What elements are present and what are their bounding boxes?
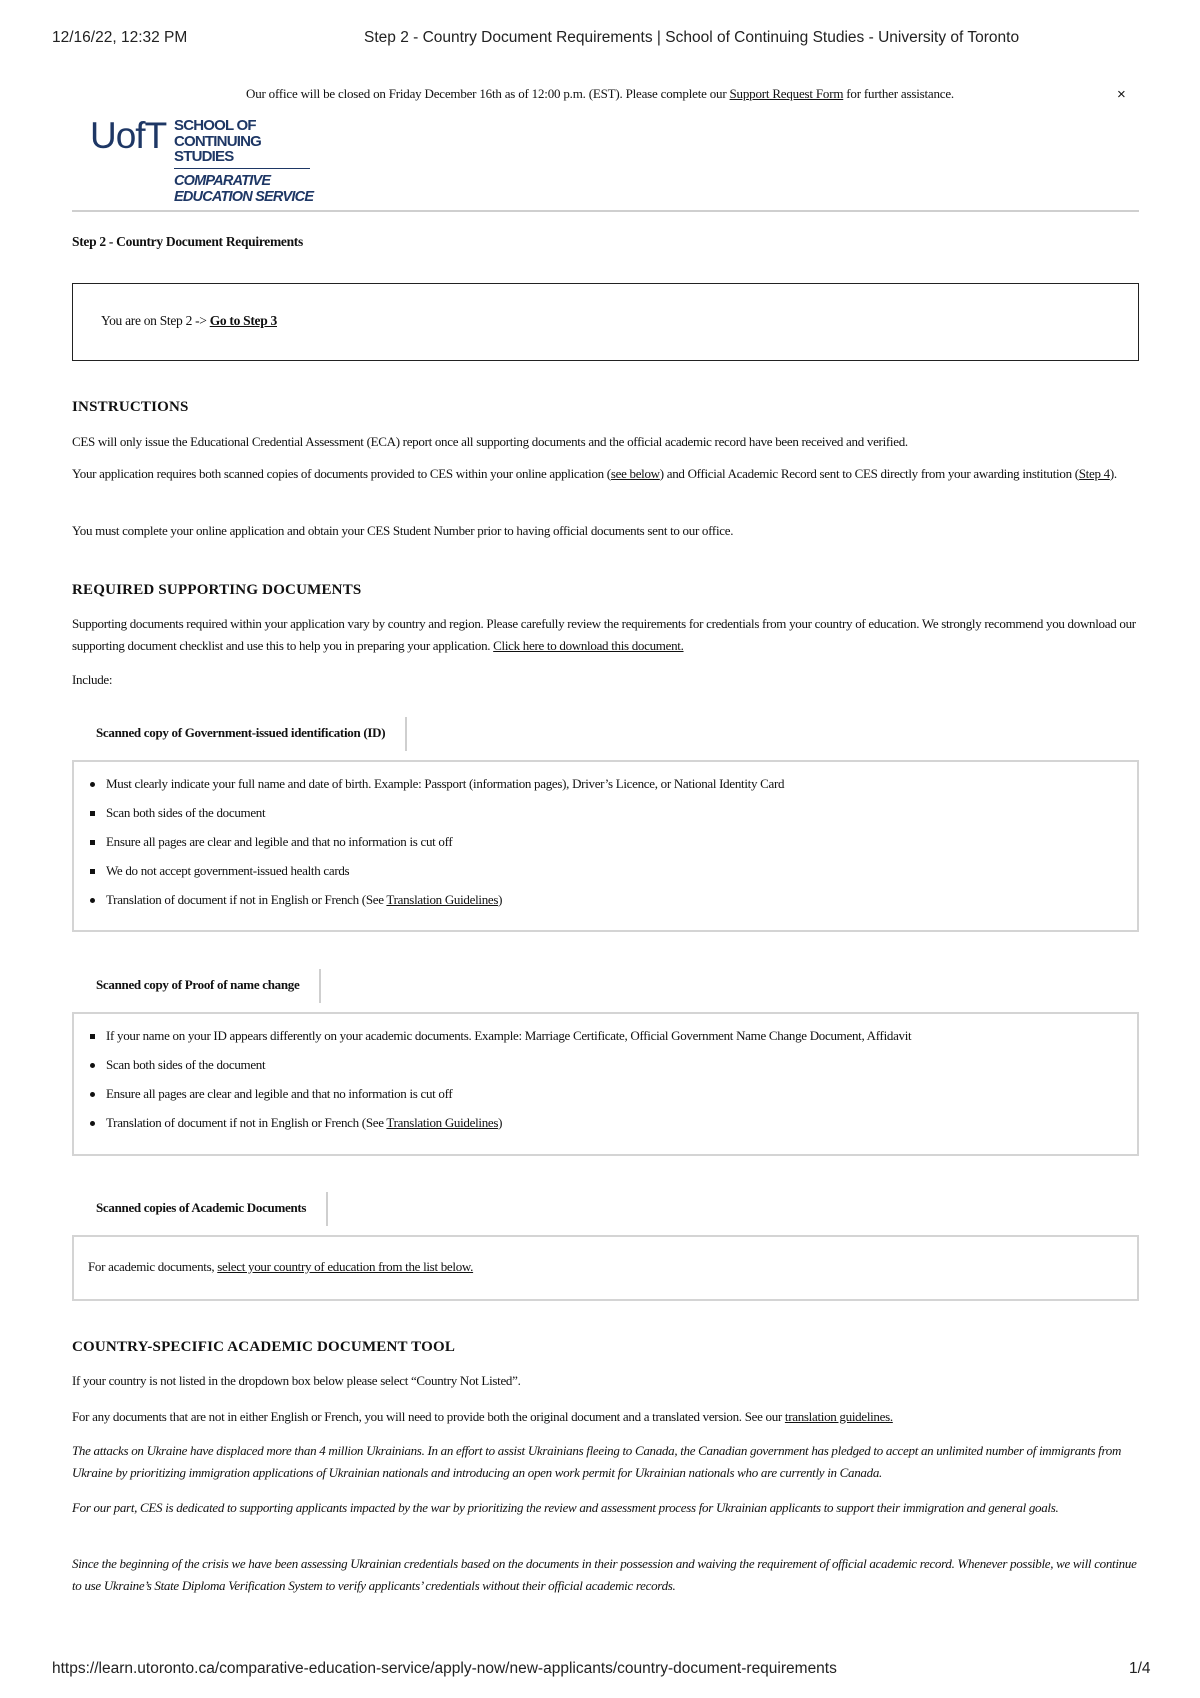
tab-government-id[interactable]: Scanned copy of Government-issued identification (ID) [96, 717, 407, 751]
logo-service-line: COMPARATIVE [174, 173, 271, 189]
list-item: Translation of document if not in English or French (See Translation Guidelines) [84, 892, 1137, 921]
office-closure-notice [0, 86, 1200, 102]
list-item: Scan both sides of the document [84, 805, 1137, 834]
government-id-list [74, 762, 1137, 921]
download-checklist-link[interactable]: Click here to download this document. [493, 637, 684, 653]
print-header [0, 0, 1200, 60]
instructions-p2-text: ). [1109, 466, 1117, 481]
notice-text-after: for further assistance. [843, 86, 954, 101]
logo-service-text [174, 173, 313, 205]
instructions-paragraph-3: You must complete your online application and obtain your CES Student Number prior to having official documents sent to our office. [72, 523, 734, 538]
required-documents-text: Supporting documents required within your application vary by country and region. Please carefully review the requirements for credentials from your country of education. We strongly recommend you download our supporting document checklist and use this to help you in preparing your application. [72, 616, 1136, 653]
go-to-step-3-link[interactable]: Go to Step 3 [209, 313, 277, 328]
government-id-panel [72, 760, 1139, 932]
page-title: Step 2 - Country Document Requirements [72, 234, 303, 249]
page-number: 1/4 [1129, 1660, 1151, 1677]
logo-divider [174, 168, 310, 169]
support-request-form-link[interactable]: Support Request Form [729, 86, 844, 101]
include-label: Include: [72, 672, 113, 687]
logo-service-line: EDUCATION SERVICE [174, 189, 314, 205]
translation-guidelines-link[interactable]: Translation Guidelines [386, 1115, 499, 1130]
uoft-wordmark: UofT [90, 115, 167, 156]
notice-text-before: Our office will be closed on Friday December 16th as of 12:00 p.m. (EST). Please complete our [246, 86, 730, 101]
tab-academic-documents[interactable]: Scanned copies of Academic Documents [96, 1192, 328, 1226]
logo-school-line: CONTINUING [174, 132, 261, 150]
translation-note-text: For any documents that are not in either English or French, you will need to provide both the original document and a translated version. See our [72, 1409, 785, 1424]
ukraine-notice-1: The attacks on Ukraine have displaced more than 4 million Ukrainians. In an effort to assist Ukrainians fleeing to Canada, the Canadian government has pledged to accept an unlimited number of immigrants from Ukraine by prioritizing immigration applications of Ukrainian nationals and introducing an open work permit for Ukrainian nationals who are currently in Canada. [72, 1443, 1122, 1480]
required-documents-heading: REQUIRED SUPPORTING DOCUMENTS [72, 582, 362, 598]
instructions-heading: INSTRUCTIONS [72, 399, 189, 415]
ukraine-notice-2: For our part, CES is dedicated to supporting applicants impacted by the war by prioritizing the review and assessment process for Ukrainian applicants to support their immigration and general goals. [72, 1500, 1059, 1515]
see-below-link[interactable]: see below [610, 466, 660, 481]
list-item: Ensure all pages are clear and legible and that no information is cut off [84, 834, 1137, 863]
step-navigation-box [72, 283, 1139, 361]
logo-school-text [174, 118, 261, 165]
list-item: Scan both sides of the document [84, 1057, 1137, 1086]
translation-guidelines-link[interactable]: translation guidelines. [784, 1409, 893, 1424]
academic-documents-panel [72, 1235, 1139, 1301]
name-change-list [74, 1014, 1137, 1144]
ces-logo[interactable] [90, 115, 330, 210]
country-not-listed-text: If your country is not listed in the dropdown box below please select “Country Not Listed”. [72, 1373, 521, 1388]
step-4-link[interactable]: Step 4 [1078, 466, 1110, 481]
select-country-link[interactable]: select your country of education from the list below. [217, 1259, 474, 1274]
logo-school-line: STUDIES [174, 148, 234, 165]
list-item: Ensure all pages are clear and legible and that no information is cut off [84, 1086, 1137, 1115]
list-item: Must clearly indicate your full name and date of birth. Example: Passport (information pages), Driver’s Licence, or National Identity Card [84, 776, 1137, 805]
academic-documents-text: For academic documents, select your country of education from the list below. [88, 1259, 474, 1274]
header-divider [72, 210, 1139, 212]
instructions-paragraph-2 [72, 463, 1142, 485]
list-item: Translation of document if not in English or French (See Translation Guidelines) [84, 1115, 1137, 1144]
name-change-panel [72, 1012, 1139, 1156]
step-status-text: You are on Step 2 -> [101, 313, 210, 328]
print-timestamp: 12/16/22, 12:32 PM [52, 29, 188, 46]
country-tool-heading: COUNTRY-SPECIFIC ACADEMIC DOCUMENT TOOL [72, 1339, 456, 1355]
instructions-p2-text: Your application requires both scanned copies of documents provided to CES within your online application ( [72, 466, 611, 481]
print-page-title: Step 2 - Country Document Requirements | School of Continuing Studies - University of Toronto [364, 29, 1020, 46]
translation-guidelines-link[interactable]: Translation Guidelines [386, 892, 499, 907]
list-item: We do not accept government-issued health cards [84, 863, 1137, 892]
required-documents-paragraph [72, 613, 1142, 656]
instructions-p2-text: ) and Official Academic Record sent to CES directly from your awarding institution ( [659, 466, 1079, 481]
ukraine-notice-3: Since the beginning of the crisis we have been assessing Ukrainian credentials based on the documents in their possession and waiving the requirement of official academic record. Whenever possible, we will continue to use Ukraine’s State Diploma Verification System to verify applicants’ credentials without their official academic records. [72, 1556, 1137, 1593]
page-url: https://learn.utoronto.ca/comparative-education-service/apply-now/new-applicants/country-document-requirements [52, 1660, 837, 1677]
translation-note [72, 1406, 1142, 1428]
close-icon[interactable]: × [1117, 86, 1126, 103]
list-item: If your name on your ID appears differently on your academic documents. Example: Marriage Certificate, Official Government Name Change Document, Affidavit [84, 1028, 1137, 1057]
logo-school-line: SCHOOL OF [174, 117, 256, 134]
tab-proof-of-name-change[interactable]: Scanned copy of Proof of name change [96, 969, 321, 1003]
instructions-paragraph-1: CES will only issue the Educational Credential Assessment (ECA) report once all supporting documents and the official academic record have been received and verified. [72, 434, 908, 449]
